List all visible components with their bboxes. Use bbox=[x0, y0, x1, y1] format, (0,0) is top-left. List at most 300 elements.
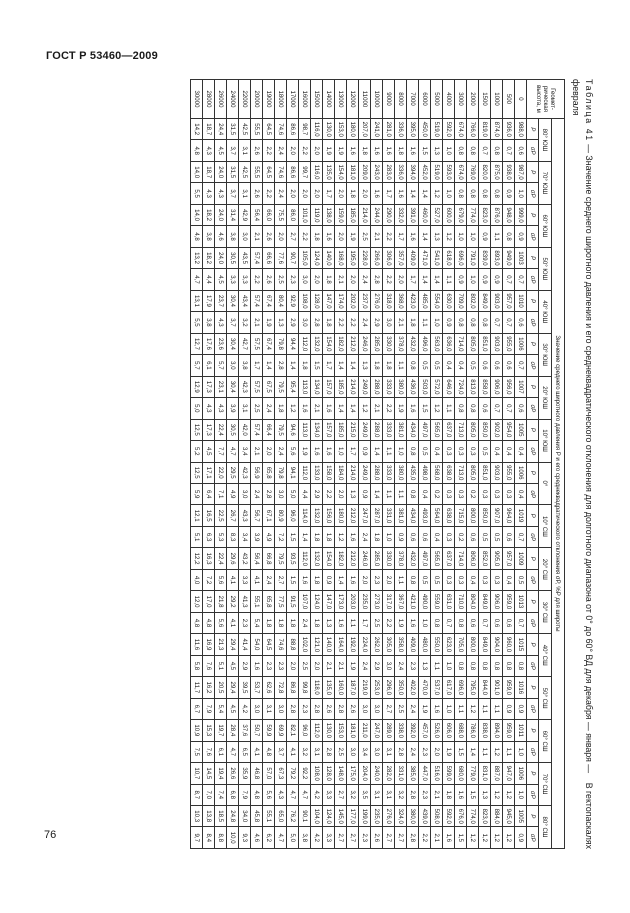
pressure-cell: 16,5 bbox=[203, 505, 215, 526]
sigma-cell: 4,7 bbox=[287, 784, 299, 805]
sigma-cell: 1,6 bbox=[407, 140, 419, 161]
pressure-cell: 550,0 bbox=[431, 634, 443, 655]
pressure-cell: 987,0 bbox=[515, 161, 527, 182]
pressure-cell: 593,0 bbox=[443, 161, 455, 182]
sigma-cell: 0,4 bbox=[443, 355, 455, 376]
sigma-cell: 1,9 bbox=[299, 441, 311, 462]
altitude-cell: 13000 bbox=[335, 80, 347, 119]
sigma-cell: 0,2 bbox=[455, 526, 467, 547]
sigma-cell: 7,2 bbox=[275, 526, 287, 547]
sigma-cell: 0,6 bbox=[515, 312, 527, 333]
pressure-cell: 493,0 bbox=[419, 505, 431, 526]
sigma-cell: 2,6 bbox=[371, 827, 383, 849]
sigma-cell: 1,8 bbox=[311, 526, 323, 547]
sigma-cell: 0,7 bbox=[503, 398, 515, 419]
sigma-cell: 3,7 bbox=[227, 140, 239, 161]
pressure-cell: 282,0 bbox=[383, 763, 395, 784]
sigma-cell: 1,2 bbox=[335, 526, 347, 547]
pressure-cell: 195,0 bbox=[347, 247, 359, 268]
pressure-cell: 508,0 bbox=[431, 806, 443, 827]
sigma-cell: 1,2 bbox=[467, 827, 479, 849]
pressure-cell: 16,2 bbox=[203, 677, 215, 698]
pressure-cell: 606,0 bbox=[443, 720, 455, 741]
sigma-cell: 1,8 bbox=[383, 355, 395, 376]
sigma-cell: 1,4 bbox=[263, 355, 275, 376]
sigma-cell: 1,2 bbox=[491, 827, 503, 849]
pressure-cell: 887,0 bbox=[491, 763, 503, 784]
sigma-cell: 1,0 bbox=[515, 741, 527, 762]
pressure-cell: 42,7 bbox=[239, 333, 251, 354]
sigma-cell: 0,8 bbox=[491, 183, 503, 204]
pressure-cell: 17,6 bbox=[203, 333, 215, 354]
pressure-cell: 202,0 bbox=[347, 290, 359, 311]
pressure-cell: 215,0 bbox=[347, 419, 359, 440]
pressure-cell: 851,0 bbox=[479, 462, 491, 483]
pressure-cell: 56,4 bbox=[251, 548, 263, 569]
pressure-cell: 490,0 bbox=[419, 591, 431, 612]
sigma-cell: 1,2 bbox=[359, 398, 371, 419]
sigma-cell: 2,4 bbox=[299, 612, 311, 633]
sigma-cell: 2,0 bbox=[335, 483, 347, 504]
sigma-cell: 0,9 bbox=[359, 483, 371, 504]
table-row bbox=[203, 80, 215, 849]
sigma-cell: 2,4 bbox=[275, 140, 287, 161]
pressure-cell: 281,0 bbox=[383, 119, 395, 140]
sigma-cell: 1,7 bbox=[383, 183, 395, 204]
pressure-cell: 214,0 bbox=[359, 204, 371, 225]
sigma-cell: 2,1 bbox=[335, 269, 347, 290]
sigma-cell: 0,4 bbox=[503, 569, 515, 590]
sigma-cell: 2,3 bbox=[263, 655, 275, 676]
sigma-cell: 5,5 bbox=[191, 312, 203, 333]
pressure-cell: 1009 bbox=[515, 548, 527, 569]
sigma-cell: 0,3 bbox=[443, 483, 455, 504]
sigma-cell: 2,4 bbox=[395, 655, 407, 676]
pressure-cell: 93,5 bbox=[287, 548, 299, 569]
pressure-cell: 29,5 bbox=[227, 462, 239, 483]
sigma-cell: 0,9 bbox=[491, 269, 503, 290]
sigma-cell: 3,3 bbox=[239, 269, 251, 290]
zone-header: 80° ЮШ bbox=[539, 119, 552, 162]
pressure-cell: 214,0 bbox=[347, 462, 359, 483]
pressure-cell: 29,4 bbox=[227, 634, 239, 655]
sigma-cell: 4,9 bbox=[227, 483, 239, 504]
pressure-cell: 116,0 bbox=[311, 161, 323, 182]
pressure-cell: 331,0 bbox=[383, 505, 395, 526]
sigma-cell: 1,0 bbox=[431, 312, 443, 333]
sigma-cell: 2,0 bbox=[287, 183, 299, 204]
sigma-cell: 2,8 bbox=[311, 698, 323, 719]
sigma-cell: 1,2 bbox=[491, 741, 503, 762]
sigma-cell: 5,1 bbox=[215, 655, 227, 676]
sigma-cell: 0,8 bbox=[515, 655, 527, 676]
sigma-subheader: σP bbox=[527, 269, 539, 290]
pressure-subheader: P bbox=[527, 376, 539, 397]
pressure-cell: 192,0 bbox=[347, 634, 359, 655]
sigma-cell: 9,7 bbox=[191, 827, 203, 849]
pressure-cell: 76,2 bbox=[287, 806, 299, 827]
pressure-cell: 247,0 bbox=[359, 505, 371, 526]
pressure-cell: 214,0 bbox=[347, 376, 359, 397]
pressure-cell: 262,0 bbox=[371, 634, 383, 655]
pressure-cell: 526,0 bbox=[431, 720, 443, 741]
sigma-cell: 2,3 bbox=[239, 612, 251, 633]
pressure-cell: 18,7 bbox=[203, 119, 215, 140]
pressure-cell: 31,5 bbox=[227, 119, 239, 140]
sigma-cell: 2,0 bbox=[311, 269, 323, 290]
sigma-cell: 1,2 bbox=[491, 784, 503, 805]
sigma-cell: 0,9 bbox=[503, 183, 515, 204]
pressure-cell: 55,5 bbox=[251, 119, 263, 140]
pressure-cell: 592,0 bbox=[443, 119, 455, 140]
pressure-cell: 67,5 bbox=[263, 376, 275, 397]
sigma-cell: 1,6 bbox=[347, 526, 359, 547]
sigma-cell: 5,6 bbox=[287, 441, 299, 462]
pressure-cell: 519,0 bbox=[431, 161, 443, 182]
sigma-cell: 2,5 bbox=[335, 741, 347, 762]
pressure-cell: 69,9 bbox=[275, 720, 287, 741]
sigma-cell: 3,4 bbox=[359, 741, 371, 762]
sigma-cell: 1,0 bbox=[335, 441, 347, 462]
pressure-cell: 805,0 bbox=[467, 333, 479, 354]
pressure-cell: 554,0 bbox=[431, 290, 443, 311]
sigma-cell: 7,1 bbox=[215, 483, 227, 504]
sigma-cell: 2,7 bbox=[275, 569, 287, 590]
sigma-cell: 1,0 bbox=[467, 269, 479, 290]
zone-header: 30° СШ bbox=[539, 591, 552, 634]
table-row bbox=[407, 80, 419, 849]
sigma-cell: 2,1 bbox=[371, 398, 383, 419]
sigma-cell: 1,6 bbox=[323, 226, 335, 247]
pressure-subheader: P bbox=[527, 247, 539, 268]
sigma-cell: 2,4 bbox=[407, 698, 419, 719]
table-row bbox=[227, 80, 239, 849]
pressure-cell: 11,6 bbox=[191, 634, 203, 655]
pressure-cell: 249,0 bbox=[359, 462, 371, 483]
sigma-cell: 2,3 bbox=[287, 269, 299, 290]
pressure-cell: 288,0 bbox=[371, 419, 383, 440]
table-row bbox=[311, 80, 323, 849]
sigma-cell: 2,0 bbox=[287, 655, 299, 676]
pressure-cell: 947,0 bbox=[503, 763, 515, 784]
sigma-cell: 1,4 bbox=[431, 269, 443, 290]
pressure-cell: 617,0 bbox=[443, 677, 455, 698]
pressure-cell: 850,0 bbox=[479, 419, 491, 440]
pressure-cell: 86,6 bbox=[287, 119, 299, 140]
pressure-cell: 184,0 bbox=[335, 462, 347, 483]
sigma-cell: 2,8 bbox=[311, 312, 323, 333]
sigma-cell: 1,9 bbox=[323, 140, 335, 161]
pressure-cell: 876,0 bbox=[491, 204, 503, 225]
sigma-cell: 1,8 bbox=[395, 140, 407, 161]
sigma-cell: 1,8 bbox=[407, 312, 419, 333]
pressure-cell: 57,4 bbox=[251, 290, 263, 311]
pressure-cell: 452,0 bbox=[419, 161, 431, 182]
sigma-cell: 0,3 bbox=[443, 441, 455, 462]
pressure-cell: 713,0 bbox=[455, 419, 467, 440]
pressure-cell: 800,0 bbox=[467, 505, 479, 526]
pressure-cell: 378,0 bbox=[395, 548, 407, 569]
pressure-cell: 153,0 bbox=[335, 720, 347, 741]
pressure-cell: 17,9 bbox=[203, 290, 215, 311]
sigma-cell: 0,9 bbox=[395, 526, 407, 547]
table-row bbox=[359, 80, 371, 849]
sigma-cell: 2,5 bbox=[359, 226, 371, 247]
pressure-cell: 13,2 bbox=[191, 247, 203, 268]
pressure-cell: 157,0 bbox=[323, 419, 335, 440]
pressure-cell: 470,0 bbox=[419, 677, 431, 698]
table-row bbox=[347, 80, 359, 849]
pressure-subheader: P bbox=[527, 720, 539, 741]
pressure-cell: 409,0 bbox=[407, 634, 419, 655]
pressure-cell: 23,1 bbox=[215, 376, 227, 397]
sigma-cell: 2,7 bbox=[383, 698, 395, 719]
pressure-cell: 849,0 bbox=[479, 634, 491, 655]
sigma-cell: 2,0 bbox=[347, 269, 359, 290]
pressure-cell: 457,0 bbox=[419, 720, 431, 741]
sigma-subheader: σP bbox=[527, 140, 539, 161]
pressure-cell: 30,5 bbox=[227, 247, 239, 268]
pressure-cell: 35,9 bbox=[239, 763, 251, 784]
pressure-cell: 623,0 bbox=[443, 634, 455, 655]
sigma-cell: 2,2 bbox=[347, 312, 359, 333]
pressure-cell: 21,3 bbox=[215, 634, 227, 655]
sigma-cell: 1,3 bbox=[431, 226, 443, 247]
pressure-cell: 124,0 bbox=[311, 591, 323, 612]
pressure-cell: 674,0 bbox=[455, 119, 467, 140]
sigma-cell: 2,6 bbox=[263, 226, 275, 247]
pressure-subheader: P bbox=[527, 161, 539, 182]
sigma-cell: 0,7 bbox=[515, 355, 527, 376]
sigma-cell: 2,6 bbox=[323, 698, 335, 719]
pressure-cell: 637,0 bbox=[443, 419, 455, 440]
sigma-cell: 3,0 bbox=[359, 698, 371, 719]
pressure-cell: 181,0 bbox=[347, 161, 359, 182]
table-row bbox=[383, 80, 395, 849]
table-row bbox=[431, 80, 443, 849]
pressure-cell: 948,0 bbox=[503, 204, 515, 225]
sigma-cell: 0,8 bbox=[491, 140, 503, 161]
pressure-cell: 568,0 bbox=[431, 462, 443, 483]
pressure-cell: 22,4 bbox=[215, 419, 227, 440]
sigma-subheader: σP bbox=[527, 526, 539, 547]
pressure-cell: 112,0 bbox=[299, 548, 311, 569]
sigma-cell: 1,0 bbox=[395, 441, 407, 462]
sigma-cell: 7,7 bbox=[215, 441, 227, 462]
sigma-cell: 1,6 bbox=[347, 140, 359, 161]
pressure-cell: 17,3 bbox=[203, 376, 215, 397]
pressure-cell: 130,0 bbox=[323, 720, 335, 741]
pressure-cell: 336,0 bbox=[395, 119, 407, 140]
pressure-cell: 537,0 bbox=[431, 677, 443, 698]
sigma-cell: 0,8 bbox=[467, 312, 479, 333]
sigma-cell: 0,7 bbox=[515, 269, 527, 290]
pressure-cell: 138,0 bbox=[323, 204, 335, 225]
sigma-cell: 1,0 bbox=[443, 183, 455, 204]
pressure-cell: 688,0 bbox=[455, 720, 467, 741]
pressure-cell: 132,0 bbox=[311, 548, 323, 569]
sigma-cell: 3,0 bbox=[275, 698, 287, 719]
pressure-cell: 436,0 bbox=[407, 376, 419, 397]
sigma-cell: 0,4 bbox=[467, 569, 479, 590]
pressure-cell: 285,0 bbox=[371, 548, 383, 569]
pressure-cell: 107,0 bbox=[299, 591, 311, 612]
pressure-cell: 79,5 bbox=[275, 548, 287, 569]
sigma-cell: 1,6 bbox=[347, 569, 359, 590]
sigma-cell: 5,6 bbox=[215, 612, 227, 633]
sigma-cell: 1,9 bbox=[443, 741, 455, 762]
pressure-cell: 14,5 bbox=[203, 763, 215, 784]
pressure-cell: 618,0 bbox=[443, 247, 455, 268]
pressure-cell: 90,1 bbox=[299, 806, 311, 827]
pressure-cell: 800,0 bbox=[467, 634, 479, 655]
pressure-cell: 858,0 bbox=[479, 376, 491, 397]
pressure-cell: 1015 bbox=[515, 634, 527, 655]
sigma-cell: 1,8 bbox=[347, 183, 359, 204]
sigma-cell: 2,3 bbox=[359, 827, 371, 849]
pressure-cell: 959,0 bbox=[503, 720, 515, 741]
sigma-cell: 2,4 bbox=[275, 441, 287, 462]
pressure-cell: 1007 bbox=[515, 376, 527, 397]
pressure-cell: 34,0 bbox=[239, 806, 251, 827]
sigma-cell: 3,7 bbox=[275, 741, 287, 762]
sigma-cell: 2,4 bbox=[263, 398, 275, 419]
pressure-cell: 228,0 bbox=[359, 247, 371, 268]
pressure-cell: 21,8 bbox=[215, 591, 227, 612]
pressure-cell: 884,0 bbox=[491, 806, 503, 827]
pressure-cell: 287,0 bbox=[371, 505, 383, 526]
sigma-cell: 3,1 bbox=[239, 140, 251, 161]
sigma-cell: 4,1 bbox=[287, 741, 299, 762]
sigma-cell: 2,2 bbox=[299, 226, 311, 247]
table-row bbox=[515, 80, 527, 849]
pressure-cell: 901,0 bbox=[491, 677, 503, 698]
pressure-cell: 80,9 bbox=[275, 505, 287, 526]
pressure-cell: 844,0 bbox=[479, 677, 491, 698]
pressure-cell: 1013 bbox=[515, 591, 527, 612]
pressure-cell: 288,0 bbox=[371, 462, 383, 483]
sigma-cell: 4,1 bbox=[227, 612, 239, 633]
table-row bbox=[299, 80, 311, 849]
pressure-cell: 128,0 bbox=[323, 763, 335, 784]
pressure-cell: 212,0 bbox=[347, 333, 359, 354]
pressure-cell: 249,0 bbox=[359, 376, 371, 397]
caption-text: — Значение среднего широтного давления и его среднеквадратического отклонения для долготного диапазона от 0° до 60° ВД для декабря — января — февраля bbox=[571, 79, 594, 774]
pressure-cell: 55,1 bbox=[263, 806, 275, 827]
sigma-cell: 1,2 bbox=[431, 398, 443, 419]
sigma-cell: 0,6 bbox=[467, 526, 479, 547]
zone-header: 30° ЮШ bbox=[539, 333, 552, 376]
sigma-cell: 3,7 bbox=[227, 183, 239, 204]
pressure-cell: 24,8 bbox=[227, 806, 239, 827]
sigma-cell: 1,4 bbox=[371, 441, 383, 462]
pressure-cell: 823,0 bbox=[479, 204, 491, 225]
pressure-cell: 158,0 bbox=[323, 462, 335, 483]
pressure-cell: 959,0 bbox=[503, 677, 515, 698]
sigma-cell: 7,4 bbox=[215, 784, 227, 805]
pressure-cell: 696,0 bbox=[455, 677, 467, 698]
sigma-cell: 4,2 bbox=[311, 784, 323, 805]
pressure-cell: 66,6 bbox=[263, 247, 275, 268]
sigma-cell: 2,1 bbox=[371, 226, 383, 247]
sigma-cell: 5,2 bbox=[191, 441, 203, 462]
sigma-cell: 0,8 bbox=[431, 612, 443, 633]
pressure-cell: 903,0 bbox=[491, 462, 503, 483]
pressure-cell: 145,0 bbox=[335, 806, 347, 827]
altitude-cell: 7000 bbox=[407, 80, 419, 119]
sigma-cell: 2,8 bbox=[323, 741, 335, 762]
pressure-cell: 22,0 bbox=[215, 462, 227, 483]
sigma-cell: 0,3 bbox=[455, 569, 467, 590]
sigma-cell: 0,5 bbox=[479, 441, 491, 462]
sigma-cell: 1,8 bbox=[263, 612, 275, 633]
sigma-cell: 2,4 bbox=[251, 483, 263, 504]
sigma-cell: 5,4 bbox=[251, 612, 263, 633]
sigma-cell: 2,2 bbox=[251, 269, 263, 290]
pressure-cell: 273,0 bbox=[371, 591, 383, 612]
pressure-cell: 187,0 bbox=[347, 677, 359, 698]
sigma-cell: 3,0 bbox=[251, 698, 263, 719]
sigma-cell: 1,8 bbox=[359, 140, 371, 161]
sigma-cell: 0,8 bbox=[467, 183, 479, 204]
table-row bbox=[395, 80, 407, 849]
pressure-cell: 638,0 bbox=[443, 505, 455, 526]
sigma-cell: 2,2 bbox=[323, 483, 335, 504]
sigma-cell: 4,3 bbox=[275, 784, 287, 805]
altitude-cell: 1000 bbox=[491, 80, 503, 119]
sigma-cell: 3,0 bbox=[239, 483, 251, 504]
pressure-cell: 121,0 bbox=[311, 634, 323, 655]
pressure-cell: 180,0 bbox=[335, 505, 347, 526]
pressure-cell: 1019 bbox=[515, 505, 527, 526]
pressure-cell: 14,2 bbox=[191, 119, 203, 140]
pressure-cell: 852,0 bbox=[479, 548, 491, 569]
sigma-cell: 2,3 bbox=[419, 741, 431, 762]
pressure-cell: 133,0 bbox=[311, 462, 323, 483]
sigma-cell: 3,1 bbox=[239, 183, 251, 204]
sigma-cell: 3,8 bbox=[299, 827, 311, 849]
altitude-cell: 30000 bbox=[191, 80, 203, 119]
pressure-cell: 19,7 bbox=[215, 720, 227, 741]
pressure-cell: 42,0 bbox=[239, 419, 251, 440]
pressure-cell: 28,4 bbox=[227, 720, 239, 741]
sigma-cell: 1,5 bbox=[419, 140, 431, 161]
sigma-cell: 3,3 bbox=[323, 827, 335, 849]
sigma-cell: 0,9 bbox=[479, 226, 491, 247]
pressure-cell: 74,6 bbox=[275, 119, 287, 140]
pressure-cell: 99,7 bbox=[299, 161, 311, 182]
pressure-cell: 358,0 bbox=[395, 634, 407, 655]
sigma-cell: 1,6 bbox=[251, 655, 263, 676]
sigma-cell: 4,5 bbox=[227, 698, 239, 719]
sigma-cell: 0,8 bbox=[467, 398, 479, 419]
pressure-cell: 306,0 bbox=[383, 247, 395, 268]
pressure-cell: 497,0 bbox=[419, 419, 431, 440]
pressure-cell: 39,5 bbox=[239, 677, 251, 698]
sigma-cell: 1,6 bbox=[383, 140, 395, 161]
pressure-cell: 64,5 bbox=[263, 119, 275, 140]
sigma-cell: 2,7 bbox=[335, 827, 347, 849]
altitude-cell: 15000 bbox=[311, 80, 323, 119]
altitude-cell: 10000 bbox=[371, 80, 383, 119]
pressure-cell: 332,0 bbox=[395, 204, 407, 225]
sigma-cell: 1,1 bbox=[491, 698, 503, 719]
sigma-cell: 0,9 bbox=[515, 226, 527, 247]
zone-header: 50° ЮШ bbox=[539, 247, 552, 290]
sigma-cell: 0,2 bbox=[431, 483, 443, 504]
pressure-cell: 527,0 bbox=[431, 204, 443, 225]
sigma-cell: 1,1 bbox=[395, 355, 407, 376]
